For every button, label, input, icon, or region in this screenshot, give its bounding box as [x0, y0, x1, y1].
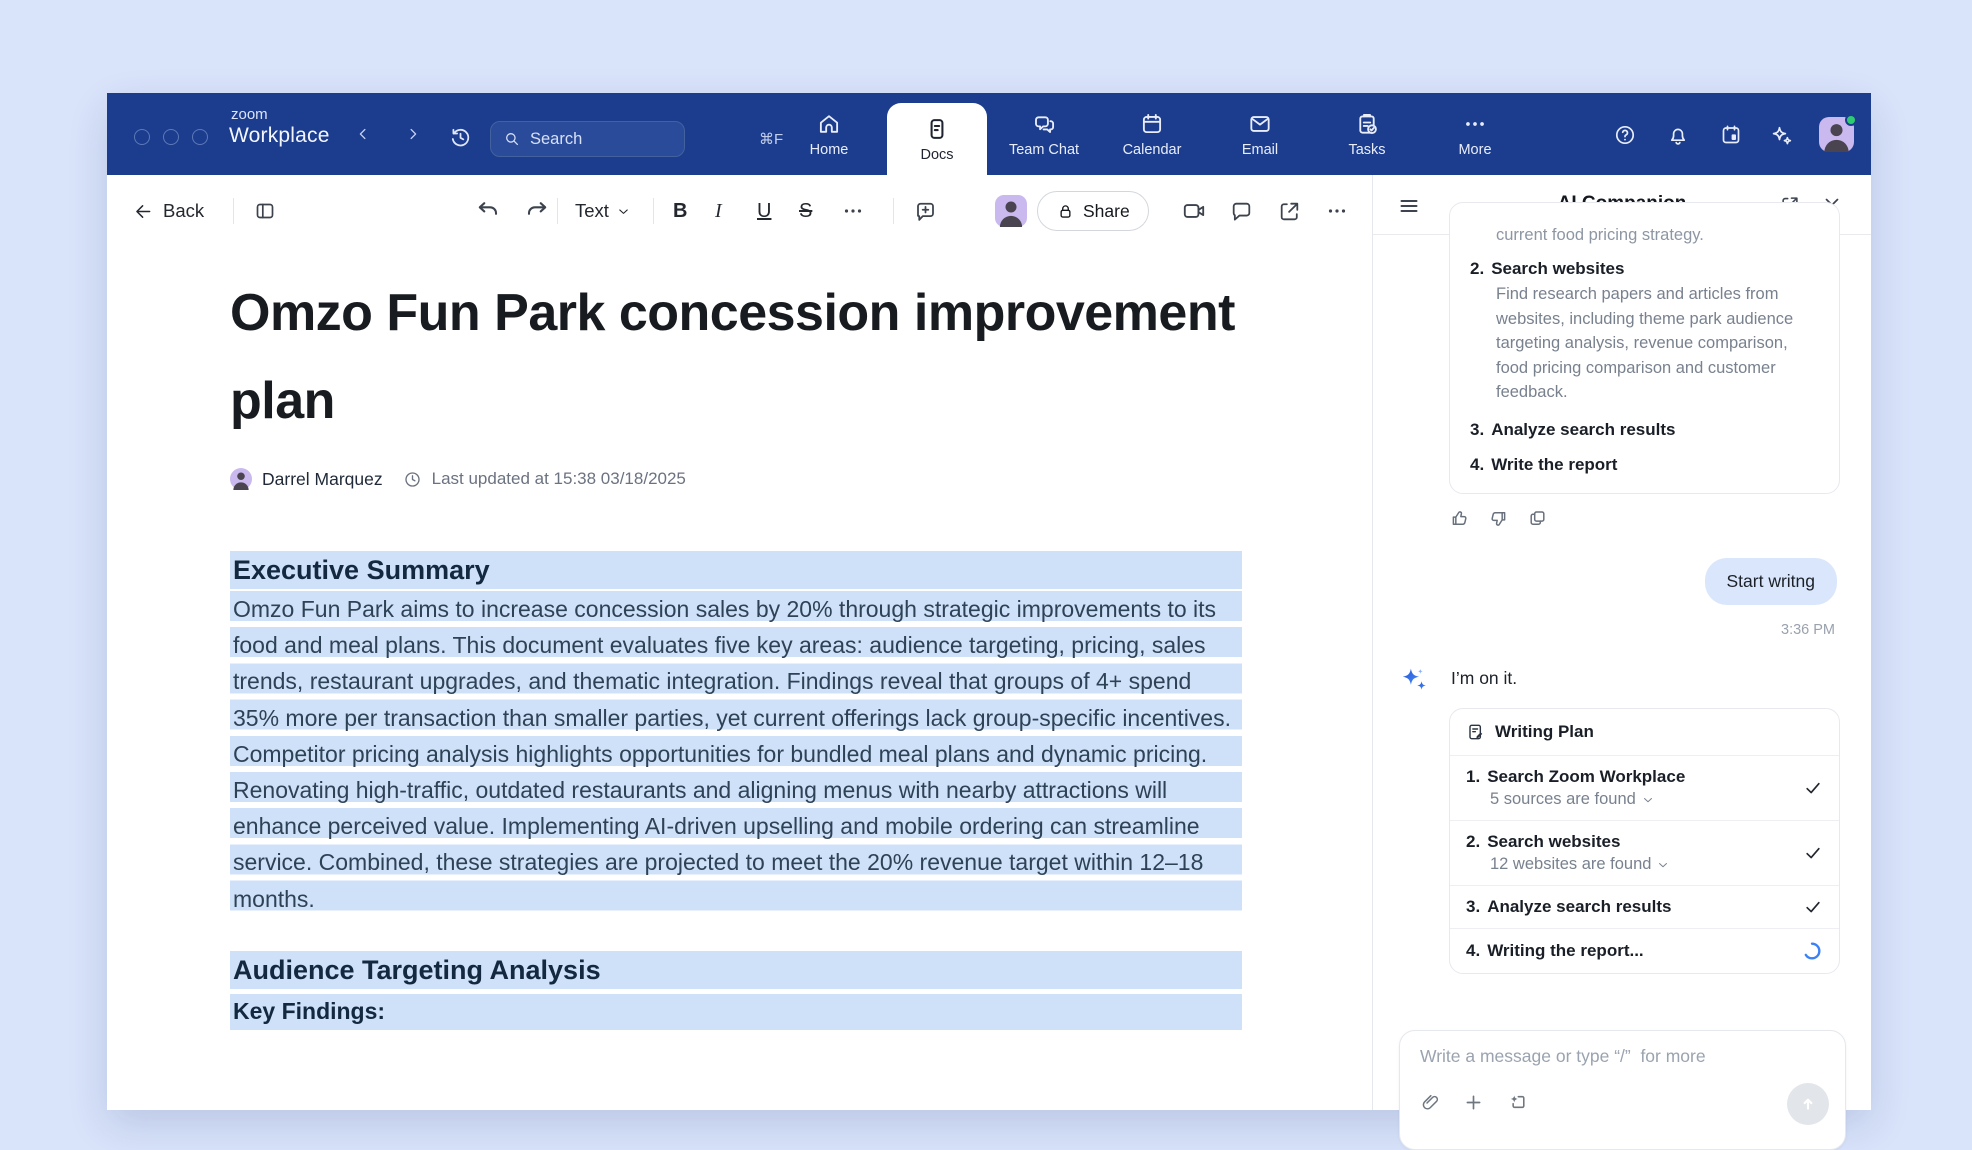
- writing-plan-title: Writing Plan: [1495, 722, 1594, 741]
- chat-icon[interactable]: [1229, 175, 1254, 247]
- copy-icon[interactable]: [1527, 508, 1548, 529]
- attach-paperclip-icon[interactable]: [1420, 1092, 1441, 1113]
- loading-spinner: [1801, 940, 1823, 962]
- main-area: [107, 175, 1871, 1110]
- previous-plan-card: [1449, 202, 1840, 494]
- window-dot[interactable]: [134, 129, 150, 145]
- composer-input[interactable]: [1420, 1046, 1825, 1067]
- plan-step[interactable]: [1450, 929, 1839, 973]
- nav-forward-icon[interactable]: [404, 125, 422, 143]
- thumbs-up-icon[interactable]: [1449, 508, 1470, 529]
- tab-calendar[interactable]: [1104, 93, 1200, 175]
- open-external-icon[interactable]: [1277, 175, 1302, 247]
- ai-sparkle-icon: [1395, 662, 1431, 698]
- ai-panel-body: [1373, 226, 1871, 1110]
- author-name: Darrel Marquez: [262, 468, 383, 489]
- window-dot[interactable]: [192, 129, 208, 145]
- check-icon: [1803, 778, 1823, 798]
- tab-more[interactable]: [1427, 93, 1523, 175]
- share-label: Share: [1083, 200, 1130, 221]
- tab-label: Calendar: [1122, 141, 1182, 158]
- assistant-message: [1395, 662, 1517, 698]
- subheading-key-findings[interactable]: Key Findings:: [230, 994, 1242, 1030]
- back-label: Back: [163, 200, 205, 221]
- ai-companion-panel: [1372, 175, 1871, 1110]
- more-formatting-icon[interactable]: [841, 175, 865, 247]
- tab-email[interactable]: [1212, 93, 1308, 175]
- send-button[interactable]: [1787, 1083, 1829, 1125]
- tab-home[interactable]: [781, 93, 877, 175]
- step-label: Search Zoom Workplace: [1487, 767, 1686, 786]
- author-avatar: [230, 468, 252, 490]
- last-updated: Last updated at 15:38 03/18/2025: [431, 469, 686, 488]
- document-area: [107, 175, 1372, 1110]
- zoom-workplace-logo: [229, 107, 330, 147]
- notifications-bell-icon[interactable]: [1666, 123, 1690, 147]
- presence-dot: [1845, 114, 1857, 126]
- window-dot[interactable]: [163, 129, 179, 145]
- step-number: 4.: [1466, 941, 1481, 960]
- app-window: [107, 93, 1871, 1110]
- plan-item-description: Find research papers and articles from websites, including theme park audience targeting analysis, revenue comparison, food pricing comparison and customer feedback.: [1496, 285, 1794, 401]
- tab-label: Tasks: [1348, 141, 1386, 158]
- step-detail[interactable]: 12 websites are found: [1490, 855, 1670, 874]
- step-detail[interactable]: 5 sources are found: [1490, 790, 1685, 809]
- writing-plan-card: [1449, 708, 1840, 974]
- tab-label: Team Chat: [1008, 141, 1080, 158]
- logo-workplace: Workplace: [229, 123, 330, 147]
- user-message-bubble: Start writng: [1705, 558, 1838, 605]
- search-input[interactable]: [530, 130, 750, 149]
- plan-item-label: Write the report: [1491, 454, 1618, 474]
- plan-step[interactable]: [1450, 756, 1839, 821]
- plan-item: [1470, 420, 1819, 440]
- back-button[interactable]: [133, 175, 204, 247]
- assistant-message-text: I’m on it.: [1451, 668, 1518, 688]
- redo-icon[interactable]: [524, 175, 550, 247]
- step-number: 1.: [1466, 767, 1481, 786]
- tab-label: Home: [809, 141, 849, 158]
- message-composer[interactable]: [1399, 1030, 1846, 1150]
- search-icon: [503, 130, 521, 148]
- executive-summary-paragraph[interactable]: Omzo Fun Park aims to increase concession sales by 20% through strategic improvements to its food and meal plans. This document evaluates five key areas: audience targeting, pricing, sales trends, restaurant upgrades, and thematic integration. Findings reveal that groups of 4+ spend 35% more per transaction than smaller parties, yet current offerings lack group-specific incentives. Competitor pricing analysis highlights opportunities for bundled meal plans and dynamic pricing. Renovating high-traffic, outdated restaurants and aligning menus with nearby attractions will enhance perceived value. Implementing AI-driven upselling and mobile ordering can streamline service. Combined, these strategies are projected to meet the 20% revenue target within 12–18 months.: [230, 591, 1242, 917]
- window-controls[interactable]: [134, 129, 208, 145]
- section-heading-executive-summary[interactable]: Executive Summary: [230, 551, 1242, 589]
- bold-button[interactable]: B: [673, 199, 688, 222]
- toolbar-divider: [557, 198, 558, 224]
- toolbar-divider: [233, 198, 234, 224]
- top-bar: [107, 93, 1871, 175]
- step-label: Writing the report...: [1487, 941, 1644, 960]
- check-icon: [1803, 897, 1823, 917]
- tab-team-chat[interactable]: [996, 93, 1092, 175]
- more-actions-icon[interactable]: [1325, 175, 1349, 247]
- step-number: 2.: [1466, 832, 1481, 851]
- text-style-dropdown[interactable]: [575, 175, 631, 247]
- tab-tasks[interactable]: [1319, 93, 1415, 175]
- feedback-row: [1449, 508, 1548, 529]
- plan-item-label: Analyze search results: [1491, 419, 1676, 439]
- toolbar-divider: [653, 198, 654, 224]
- check-icon: [1803, 843, 1823, 863]
- panel-toggle-icon[interactable]: [253, 175, 277, 247]
- underline-button[interactable]: U: [757, 199, 772, 222]
- tab-label: Email: [1241, 141, 1279, 158]
- undo-icon[interactable]: [475, 175, 501, 247]
- insert-to-doc-icon[interactable]: [1506, 1091, 1528, 1113]
- plan-item: [1470, 259, 1819, 279]
- ai-companion-sparkle-icon[interactable]: [1768, 123, 1794, 149]
- plan-step[interactable]: [1450, 821, 1839, 886]
- tab-label: Docs: [920, 146, 954, 163]
- plan-item-number: 4.: [1470, 454, 1485, 474]
- document-byline: [230, 465, 1242, 493]
- step-number: 3.: [1466, 897, 1481, 916]
- writing-plan-header: [1450, 709, 1839, 756]
- tab-label: More: [1458, 141, 1492, 158]
- text-style-label: Text: [575, 200, 609, 221]
- global-search[interactable]: [490, 121, 784, 157]
- add-plus-icon[interactable]: [1463, 1092, 1484, 1113]
- document-toolbar: [107, 175, 1372, 247]
- schedule-calendar-icon[interactable]: [1719, 123, 1743, 147]
- video-call-icon[interactable]: [1181, 175, 1207, 247]
- clipped-plan-text: current food pricing strategy.: [1496, 226, 1704, 244]
- message-timestamp: 3:36 PM: [1781, 622, 1835, 638]
- nav-back-icon[interactable]: [354, 125, 372, 143]
- plan-item-number: 3.: [1470, 419, 1485, 439]
- document-canvas[interactable]: [230, 247, 1242, 1030]
- help-icon[interactable]: [1613, 123, 1637, 147]
- history-icon[interactable]: [448, 125, 473, 150]
- plan-item-label: Search websites: [1491, 259, 1625, 278]
- step-label: Analyze search results: [1487, 897, 1672, 916]
- plan-item-number: 2.: [1470, 259, 1485, 278]
- step-label: Search websites: [1487, 832, 1621, 851]
- tab-docs[interactable]: [887, 103, 987, 175]
- search-shortcut: ⌘F: [759, 131, 784, 148]
- collaborator-avatar[interactable]: [995, 195, 1027, 227]
- section-heading-audience-targeting[interactable]: Audience Targeting Analysis: [230, 951, 1242, 989]
- toolbar-divider: [893, 198, 894, 224]
- user-avatar[interactable]: [1819, 117, 1854, 152]
- strikethrough-button[interactable]: S: [799, 199, 813, 222]
- composer-actions: [1420, 1091, 1825, 1113]
- add-comment-icon[interactable]: [913, 175, 938, 247]
- logo-zoom: zoom: [231, 106, 268, 123]
- clock-icon: [403, 470, 422, 489]
- document-title[interactable]: Omzo Fun Park concession improvement plan: [230, 284, 1235, 430]
- share-button[interactable]: [1037, 191, 1149, 231]
- plan-step[interactable]: [1450, 886, 1839, 929]
- plan-item: [1470, 455, 1819, 475]
- italic-button[interactable]: I: [715, 199, 722, 222]
- thumbs-down-icon[interactable]: [1488, 508, 1509, 529]
